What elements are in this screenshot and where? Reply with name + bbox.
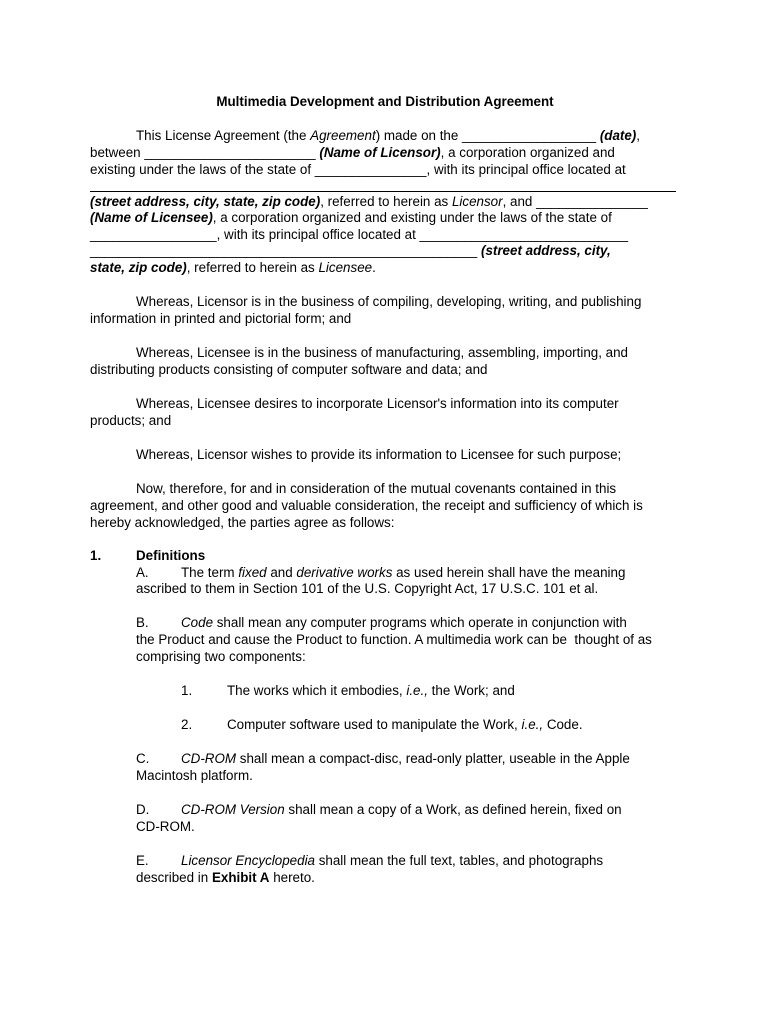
agreement-term: Agreement (310, 128, 376, 143)
licensor-name-placeholder: (Name of Licensor) (319, 145, 441, 160)
section-1-number: 1. (90, 548, 102, 563)
definition-e-line-2: described in Exhibit A hereto. (136, 870, 315, 885)
definition-d-line-1: CD-ROM Version shall mean a copy of a Work, as defined herein, fixed on (181, 802, 622, 817)
component-1-number: 1. (181, 683, 193, 698)
component-2-text: Computer software used to manipulate the Work, i.e., Code. (227, 717, 583, 732)
licensee-address-placeholder: (street address, city, (480, 243, 611, 258)
definition-c-line-1: CD-ROM shall mean a compact-disc, read-only platter, useable in the Apple (181, 751, 630, 766)
blank-line-rule (90, 191, 676, 192)
definition-b-line-1: Code shall mean any computer programs which operate in conjunction with (181, 615, 627, 630)
whereas-1-line-1: Whereas, Licensor is in the business of compiling, developing, writing, and publishing (136, 294, 642, 309)
whereas-2-line-1: Whereas, Licensee is in the business of manufacturing, assembling, importing, and (136, 345, 628, 360)
licensor-address-placeholder: (street address, city, state, zip code) (90, 194, 321, 209)
intro-line-1: This License Agreement (the Agreement) made on the __________________ (date), (136, 128, 640, 143)
document-title: Multimedia Development and Distribution Agreement (216, 94, 554, 109)
intro-line-8: ____________________________________________________ (street address, city, (90, 243, 611, 258)
definition-d-label: D. (136, 802, 150, 817)
whereas-1-line-2: information in printed and pictorial form; and (90, 311, 352, 326)
licensee-name-placeholder: (Name of Licensee) (90, 210, 213, 225)
intro-line-7: _________________, with its principal office located at ____________________________ (90, 227, 629, 242)
now-therefore-line-1: Now, therefore, for and in consideration of the mutual covenants contained in this (136, 481, 617, 496)
section-1-heading: Definitions (136, 548, 206, 563)
intro-line-9: state, zip code), referred to herein as Licensee. (90, 260, 376, 275)
whereas-2-line-2: distributing products consisting of computer software and data; and (90, 362, 488, 377)
definition-d-line-2: CD-ROM. (136, 819, 195, 834)
now-therefore-line-3: hereby acknowledged, the parties agree as follows: (90, 515, 395, 530)
definition-e-label: E. (136, 853, 149, 868)
intro-line-3: existing under the laws of the state of _______________, with its principal office located at (90, 162, 626, 177)
component-2-number: 2. (181, 717, 193, 732)
definition-e-line-1: Licensor Encyclopedia shall mean the full text, tables, and photographs (181, 853, 604, 868)
definition-b-line-3: comprising two components: (136, 649, 306, 664)
definition-b-label: B. (136, 615, 149, 630)
intro-line-2: between _______________________ (Name of Licensor), a corporation organized and (90, 145, 615, 160)
now-therefore-line-2: agreement, and other good and valuable consideration, the receipt and sufficiency of which is (90, 498, 643, 513)
exhibit-a-reference: Exhibit A (211, 870, 270, 885)
whereas-3-line-2: products; and (90, 413, 172, 428)
definition-c-label: C. (136, 751, 150, 766)
definition-a-label: A. (136, 565, 149, 580)
definition-c-line-2: Macintosh platform. (136, 768, 253, 783)
intro-line-6: (Name of Licensee), a corporation organized and existing under the laws of the state of (90, 210, 612, 225)
intro-line-5: (street address, city, state, zip code), referred to herein as Licensor, and _______________ (90, 194, 648, 209)
definition-a-line-2: ascribed to them in Section 101 of the U.S. Copyright Act, 17 U.S.C. 101 et al. (136, 581, 599, 596)
component-1-text: The works which it embodies, i.e., the Work; and (227, 683, 515, 698)
definition-b-line-2: the Product and cause the Product to function. A multimedia work can be thought of as (136, 632, 652, 647)
whereas-4: Whereas, Licensor wishes to provide its information to Licensee for such purpose; (136, 447, 622, 462)
date-placeholder: (date) (599, 128, 637, 143)
definition-a-line-1: The term fixed and derivative works as used herein shall have the meaning (181, 565, 626, 580)
whereas-3-line-1: Whereas, Licensee desires to incorporate Licensor's information into its computer (136, 396, 619, 411)
